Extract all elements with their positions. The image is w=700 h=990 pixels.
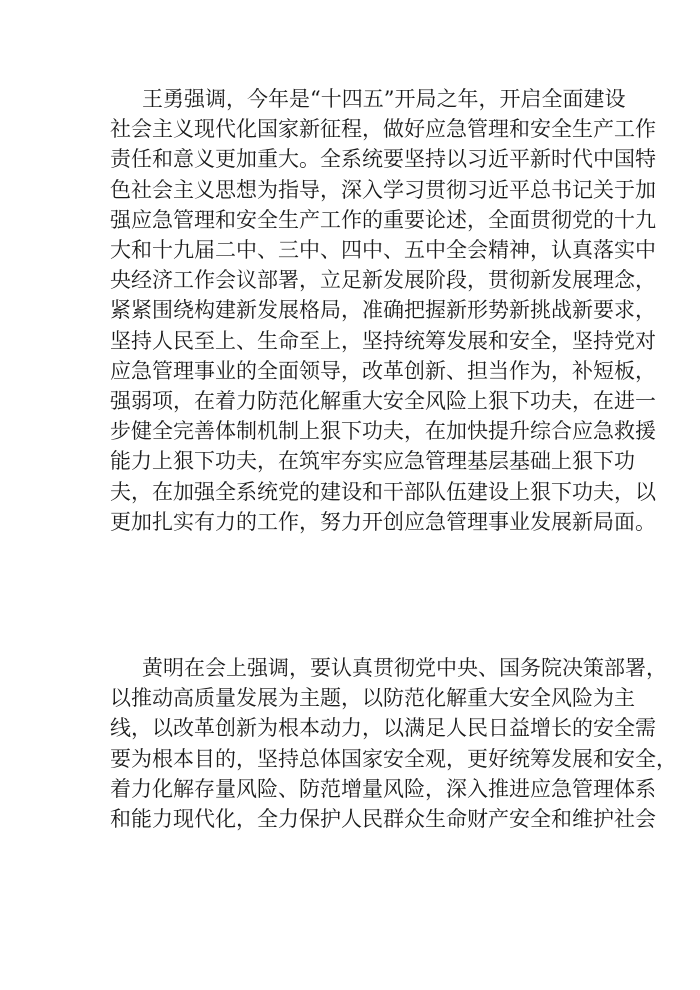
paragraph-huang-ming (110, 653, 677, 834)
text-line: 紧紧围绕构建新发展格局，准确把握新形势新挑战新要求， (110, 298, 656, 323)
text-line: 强弱项，在着力防范化解重大安全风险上狠下功夫，在进一 (110, 389, 656, 414)
text-line: 步健全完善体制机制上狠下功夫，在加快提升综合应急救援 (110, 419, 656, 444)
text-line: 坚持人民至上、生命至上，坚持统筹发展和安全，坚持党对 (110, 328, 656, 353)
text-line: 夫，在加强全系统党的建设和干部队伍建设上狠下功夫，以 (110, 479, 656, 504)
text-line: 央经济工作会议部署，立足新发展阶段，贯彻新发展理念， (110, 268, 656, 293)
text-line: 线，以改革创新为根本动力，以满足人民日益增长的安全需 (110, 716, 656, 741)
text-line: 要为根本目的，坚持总体国家安全观，更好统筹发展和安全， (110, 746, 677, 771)
text-line: 社会主义现代化国家新征程，做好应急管理和安全生产工作 (110, 117, 656, 142)
text-line: 黄明在会上强调，要认真贯彻党中央、国务院决策部署， (142, 656, 667, 680)
text-line: 强应急管理和安全生产工作的重要论述，全面贯彻党的十九 (110, 207, 656, 232)
text-line: 大和十九届二中、三中、四中、五中全会精神，认真落实中 (110, 238, 656, 263)
text-line: 着力化解存量风险、防范增量风险，深入推进应急管理体系 (110, 776, 656, 801)
text-line: 责任和意义更加重大。全系统要坚持以习近平新时代中国特 (110, 147, 656, 172)
text-line: 和能力现代化，全力保护人民群众生命财产安全和维护社会 (110, 807, 656, 832)
text-line: 更加扎实有力的工作，努力开创应急管理事业发展新局面。 (110, 509, 656, 534)
text-line: 以推动高质量发展为主题，以防范化解重大安全风险为主 (110, 686, 635, 711)
text-line: 色社会主义思想为指导，深入学习贯彻习近平总书记关于加 (110, 177, 656, 202)
text-line: 能力上狠下功夫，在筑牢夯实应急管理基层基础上狠下功 (110, 449, 635, 474)
text-line: 王勇强调，今年是“十四五”开局之年，开启全面建设 (142, 87, 626, 111)
text-line: 应急管理事业的全面领导，改革创新、担当作为，补短板， (110, 358, 656, 383)
paragraph-wang-yong (110, 84, 656, 537)
